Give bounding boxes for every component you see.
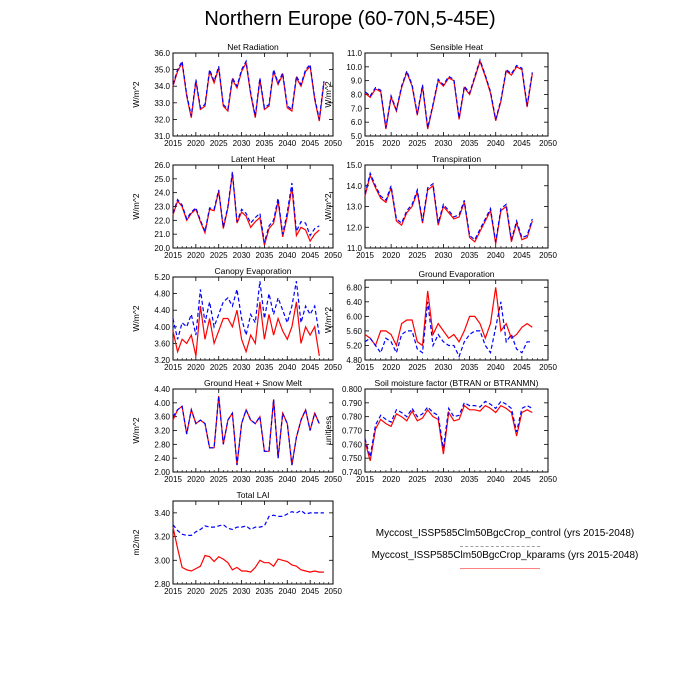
- y-tick-label: 25.0: [154, 174, 170, 184]
- x-tick-label: 2045: [301, 475, 320, 484]
- y-axis-label-4: W/m^2: [131, 305, 141, 332]
- x-tick-label: 2025: [209, 139, 228, 148]
- x-tick-label: 2030: [434, 139, 453, 148]
- x-tick-label: 2020: [186, 139, 205, 148]
- x-tick-label: 2015: [164, 475, 182, 484]
- y-tick-label: 6.00: [346, 312, 362, 322]
- series-line-control: [173, 511, 324, 536]
- x-tick-label: 2035: [255, 363, 274, 372]
- legend-label-control: Myccost_ISSP585Clm50BgcCrop_control (yrs 2015-2048): [375, 528, 635, 539]
- y-tick-label: 11.0: [347, 244, 362, 253]
- y-tick-label: 2.80: [154, 440, 170, 450]
- y-tick-label: 0.750: [341, 454, 362, 464]
- panel-title-8: Total LAI: [236, 490, 270, 500]
- x-tick-label: 2015: [356, 251, 374, 260]
- x-tick-label: 2040: [278, 251, 297, 260]
- panel-title-7: Soil moisture factor (BTRAN or BTRANMN): [374, 378, 539, 388]
- x-tick-label: 2015: [356, 363, 374, 372]
- y-tick-label: 24.0: [154, 188, 170, 198]
- panel-title-5: Ground Evaporation: [418, 269, 495, 279]
- x-tick-label: 2030: [232, 587, 251, 596]
- x-tick-label: 2025: [408, 475, 427, 484]
- y-tick-label: 7.0: [350, 104, 362, 114]
- y-tick-label: 3.60: [154, 339, 170, 349]
- panel-title-2: Latent Heat: [231, 154, 275, 164]
- y-tick-label: 22.0: [154, 216, 170, 226]
- y-tick-label: 0.780: [341, 412, 362, 422]
- y-tick-label: 26.0: [154, 161, 170, 170]
- x-tick-label: 2040: [278, 139, 297, 148]
- x-tick-label: 2040: [278, 363, 297, 372]
- y-tick-label: 4.40: [154, 385, 170, 394]
- x-tick-label: 2045: [512, 475, 531, 484]
- y-tick-label: 2.00: [154, 468, 170, 477]
- x-tick-label: 2035: [460, 251, 479, 260]
- x-tick-label: 2020: [382, 251, 401, 260]
- x-tick-label: 2020: [186, 363, 205, 372]
- x-tick-label: 2045: [512, 251, 531, 260]
- x-tick-label: 2025: [209, 475, 228, 484]
- series-line-control: [173, 172, 319, 243]
- series-line-control: [173, 61, 324, 119]
- y-tick-label: 20.0: [154, 244, 170, 253]
- y-tick-label: 10.0: [346, 62, 362, 72]
- x-tick-label: 2020: [382, 363, 401, 372]
- series-line-control: [173, 396, 319, 465]
- x-tick-label: 2020: [382, 475, 401, 484]
- x-tick-label: 2040: [278, 475, 297, 484]
- legend-item-control: [360, 528, 650, 539]
- x-tick-label: 2015: [164, 587, 182, 596]
- y-axis-label-3: W/m^2: [323, 193, 333, 220]
- y-axis-label-6: W/m^2: [131, 417, 141, 444]
- x-tick-label: 2030: [232, 251, 251, 260]
- y-axis-label-5: W/m^2: [323, 306, 333, 334]
- y-tick-label: 23.0: [154, 202, 170, 212]
- plot-frame-6: [173, 389, 333, 472]
- x-tick-label: 2045: [301, 587, 320, 596]
- series-line-kparams: [365, 287, 532, 345]
- x-tick-label: 2050: [539, 475, 557, 484]
- y-tick-label: 5.20: [154, 273, 170, 282]
- x-tick-label: 2015: [164, 139, 182, 148]
- x-tick-label: 2030: [232, 363, 251, 372]
- x-tick-label: 2040: [486, 363, 505, 372]
- x-tick-label: 2050: [539, 139, 557, 148]
- legend-item-kparams: [360, 550, 650, 561]
- x-tick-label: 2045: [301, 363, 320, 372]
- plot-frame-2: [173, 165, 333, 248]
- x-tick-label: 2025: [209, 587, 228, 596]
- x-tick-label: 2035: [460, 139, 479, 148]
- x-tick-label: 2020: [382, 139, 401, 148]
- y-tick-label: 0.770: [341, 426, 362, 436]
- series-line-kparams: [365, 61, 532, 129]
- panel-title-6: Ground Heat + Snow Melt: [203, 378, 303, 388]
- plot-frame-7: [365, 389, 548, 472]
- y-tick-label: 32.0: [154, 115, 170, 125]
- y-axis-label-8: m2/m2: [131, 529, 141, 556]
- x-tick-label: 2040: [486, 251, 505, 260]
- y-tick-label: 14.0: [346, 181, 362, 191]
- y-tick-label: 4.40: [154, 306, 170, 316]
- x-tick-label: 2020: [186, 251, 205, 260]
- x-tick-label: 2025: [408, 139, 427, 148]
- x-tick-label: 2050: [324, 251, 342, 260]
- y-tick-label: 6.0: [350, 118, 362, 128]
- y-tick-label: 0.800: [341, 385, 362, 394]
- x-tick-label: 2050: [324, 363, 342, 372]
- x-tick-label: 2040: [486, 139, 505, 148]
- x-tick-label: 2050: [324, 475, 342, 484]
- y-tick-label: 15.0: [346, 161, 362, 170]
- x-tick-label: 2020: [186, 475, 205, 484]
- x-tick-label: 2045: [301, 251, 320, 260]
- x-tick-label: 2025: [209, 251, 228, 260]
- x-tick-label: 2015: [164, 251, 182, 260]
- plot-frame-5: [365, 280, 548, 360]
- y-tick-label: 3.60: [154, 412, 170, 422]
- series-line-control: [365, 302, 532, 357]
- x-tick-label: 2040: [486, 475, 505, 484]
- series-line-kparams: [365, 406, 532, 461]
- y-tick-label: 0.790: [341, 398, 362, 408]
- series-line-kparams: [173, 63, 324, 121]
- page-title: Northern Europe (60-70N,5-45E): [204, 8, 496, 30]
- y-tick-label: 0.760: [341, 440, 362, 450]
- panel-title-3: Transpiration: [431, 154, 482, 164]
- panel-title-1: Sensible Heat: [430, 42, 483, 52]
- x-tick-label: 2025: [408, 363, 427, 372]
- y-tick-label: 6.40: [346, 297, 362, 307]
- y-axis-label-1: W/m^2: [323, 81, 333, 108]
- y-tick-label: 11.0: [347, 49, 362, 58]
- x-tick-label: 2015: [164, 363, 182, 372]
- y-tick-label: 9.0: [350, 76, 362, 86]
- legend-swatch-kparams: [460, 568, 540, 569]
- x-tick-label: 2050: [324, 587, 342, 596]
- x-tick-label: 2035: [460, 363, 479, 372]
- y-tick-label: 4.80: [346, 356, 362, 365]
- x-tick-label: 2025: [209, 363, 228, 372]
- y-tick-label: 21.0: [154, 230, 170, 240]
- y-tick-label: 8.0: [350, 90, 362, 100]
- x-tick-label: 2050: [539, 251, 557, 260]
- y-tick-label: 5.60: [346, 326, 362, 336]
- panel-title-0: Net Radiation: [227, 42, 279, 52]
- x-tick-label: 2035: [255, 587, 274, 596]
- legend-swatch-control: [460, 546, 540, 547]
- x-tick-label: 2045: [512, 363, 531, 372]
- y-tick-label: 4.00: [154, 398, 170, 408]
- series-line-control: [365, 173, 532, 242]
- y-tick-label: 31.0: [154, 132, 170, 141]
- y-tick-label: 3.20: [154, 426, 170, 436]
- y-tick-label: 2.40: [154, 454, 170, 464]
- x-tick-label: 2020: [186, 587, 205, 596]
- x-tick-label: 2035: [255, 139, 274, 148]
- y-axis-label-2: W/m^2: [131, 193, 141, 220]
- y-tick-label: 33.0: [154, 98, 170, 108]
- y-axis-label-7: unitless: [323, 416, 333, 445]
- y-tick-label: 4.80: [154, 289, 170, 299]
- x-tick-label: 2015: [356, 475, 374, 484]
- x-tick-label: 2025: [408, 251, 427, 260]
- legend-label-kparams: Myccost_ISSP585Clm50BgcCrop_kparams (yrs 2015-2048): [371, 550, 639, 561]
- series-line-control: [365, 60, 532, 128]
- y-tick-label: 35.0: [154, 65, 170, 75]
- x-tick-label: 2050: [324, 139, 342, 148]
- y-tick-label: 5.20: [346, 341, 362, 351]
- x-tick-label: 2030: [434, 251, 453, 260]
- x-tick-label: 2035: [255, 475, 274, 484]
- y-axis-label-0: W/m^2: [131, 81, 141, 108]
- x-tick-label: 2040: [278, 587, 297, 596]
- y-tick-label: 5.0: [350, 132, 362, 141]
- y-tick-label: 3.40: [154, 508, 170, 518]
- y-tick-label: 2.80: [154, 580, 170, 589]
- y-tick-label: 0.740: [341, 468, 362, 477]
- x-tick-label: 2030: [232, 475, 251, 484]
- x-tick-label: 2050: [539, 363, 557, 372]
- y-tick-label: 4.00: [154, 322, 170, 332]
- x-tick-label: 2035: [460, 475, 479, 484]
- y-tick-label: 12.0: [346, 223, 362, 233]
- y-tick-label: 34.0: [154, 82, 170, 92]
- y-tick-label: 36.0: [154, 49, 170, 58]
- x-tick-label: 2015: [356, 139, 374, 148]
- x-tick-label: 2045: [512, 139, 531, 148]
- x-tick-label: 2030: [434, 475, 453, 484]
- y-tick-label: 3.20: [154, 532, 170, 542]
- y-tick-label: 6.80: [346, 283, 362, 293]
- panel-title-4: Canopy Evaporation: [214, 266, 292, 276]
- y-tick-label: 3.00: [154, 556, 170, 566]
- series-line-kparams: [173, 527, 324, 572]
- y-tick-label: 3.20: [154, 356, 170, 365]
- x-tick-label: 2030: [434, 363, 453, 372]
- x-tick-label: 2045: [301, 139, 320, 148]
- x-tick-label: 2035: [255, 251, 274, 260]
- y-tick-label: 13.0: [346, 202, 362, 212]
- series-line-kparams: [173, 396, 319, 465]
- x-tick-label: 2030: [232, 139, 251, 148]
